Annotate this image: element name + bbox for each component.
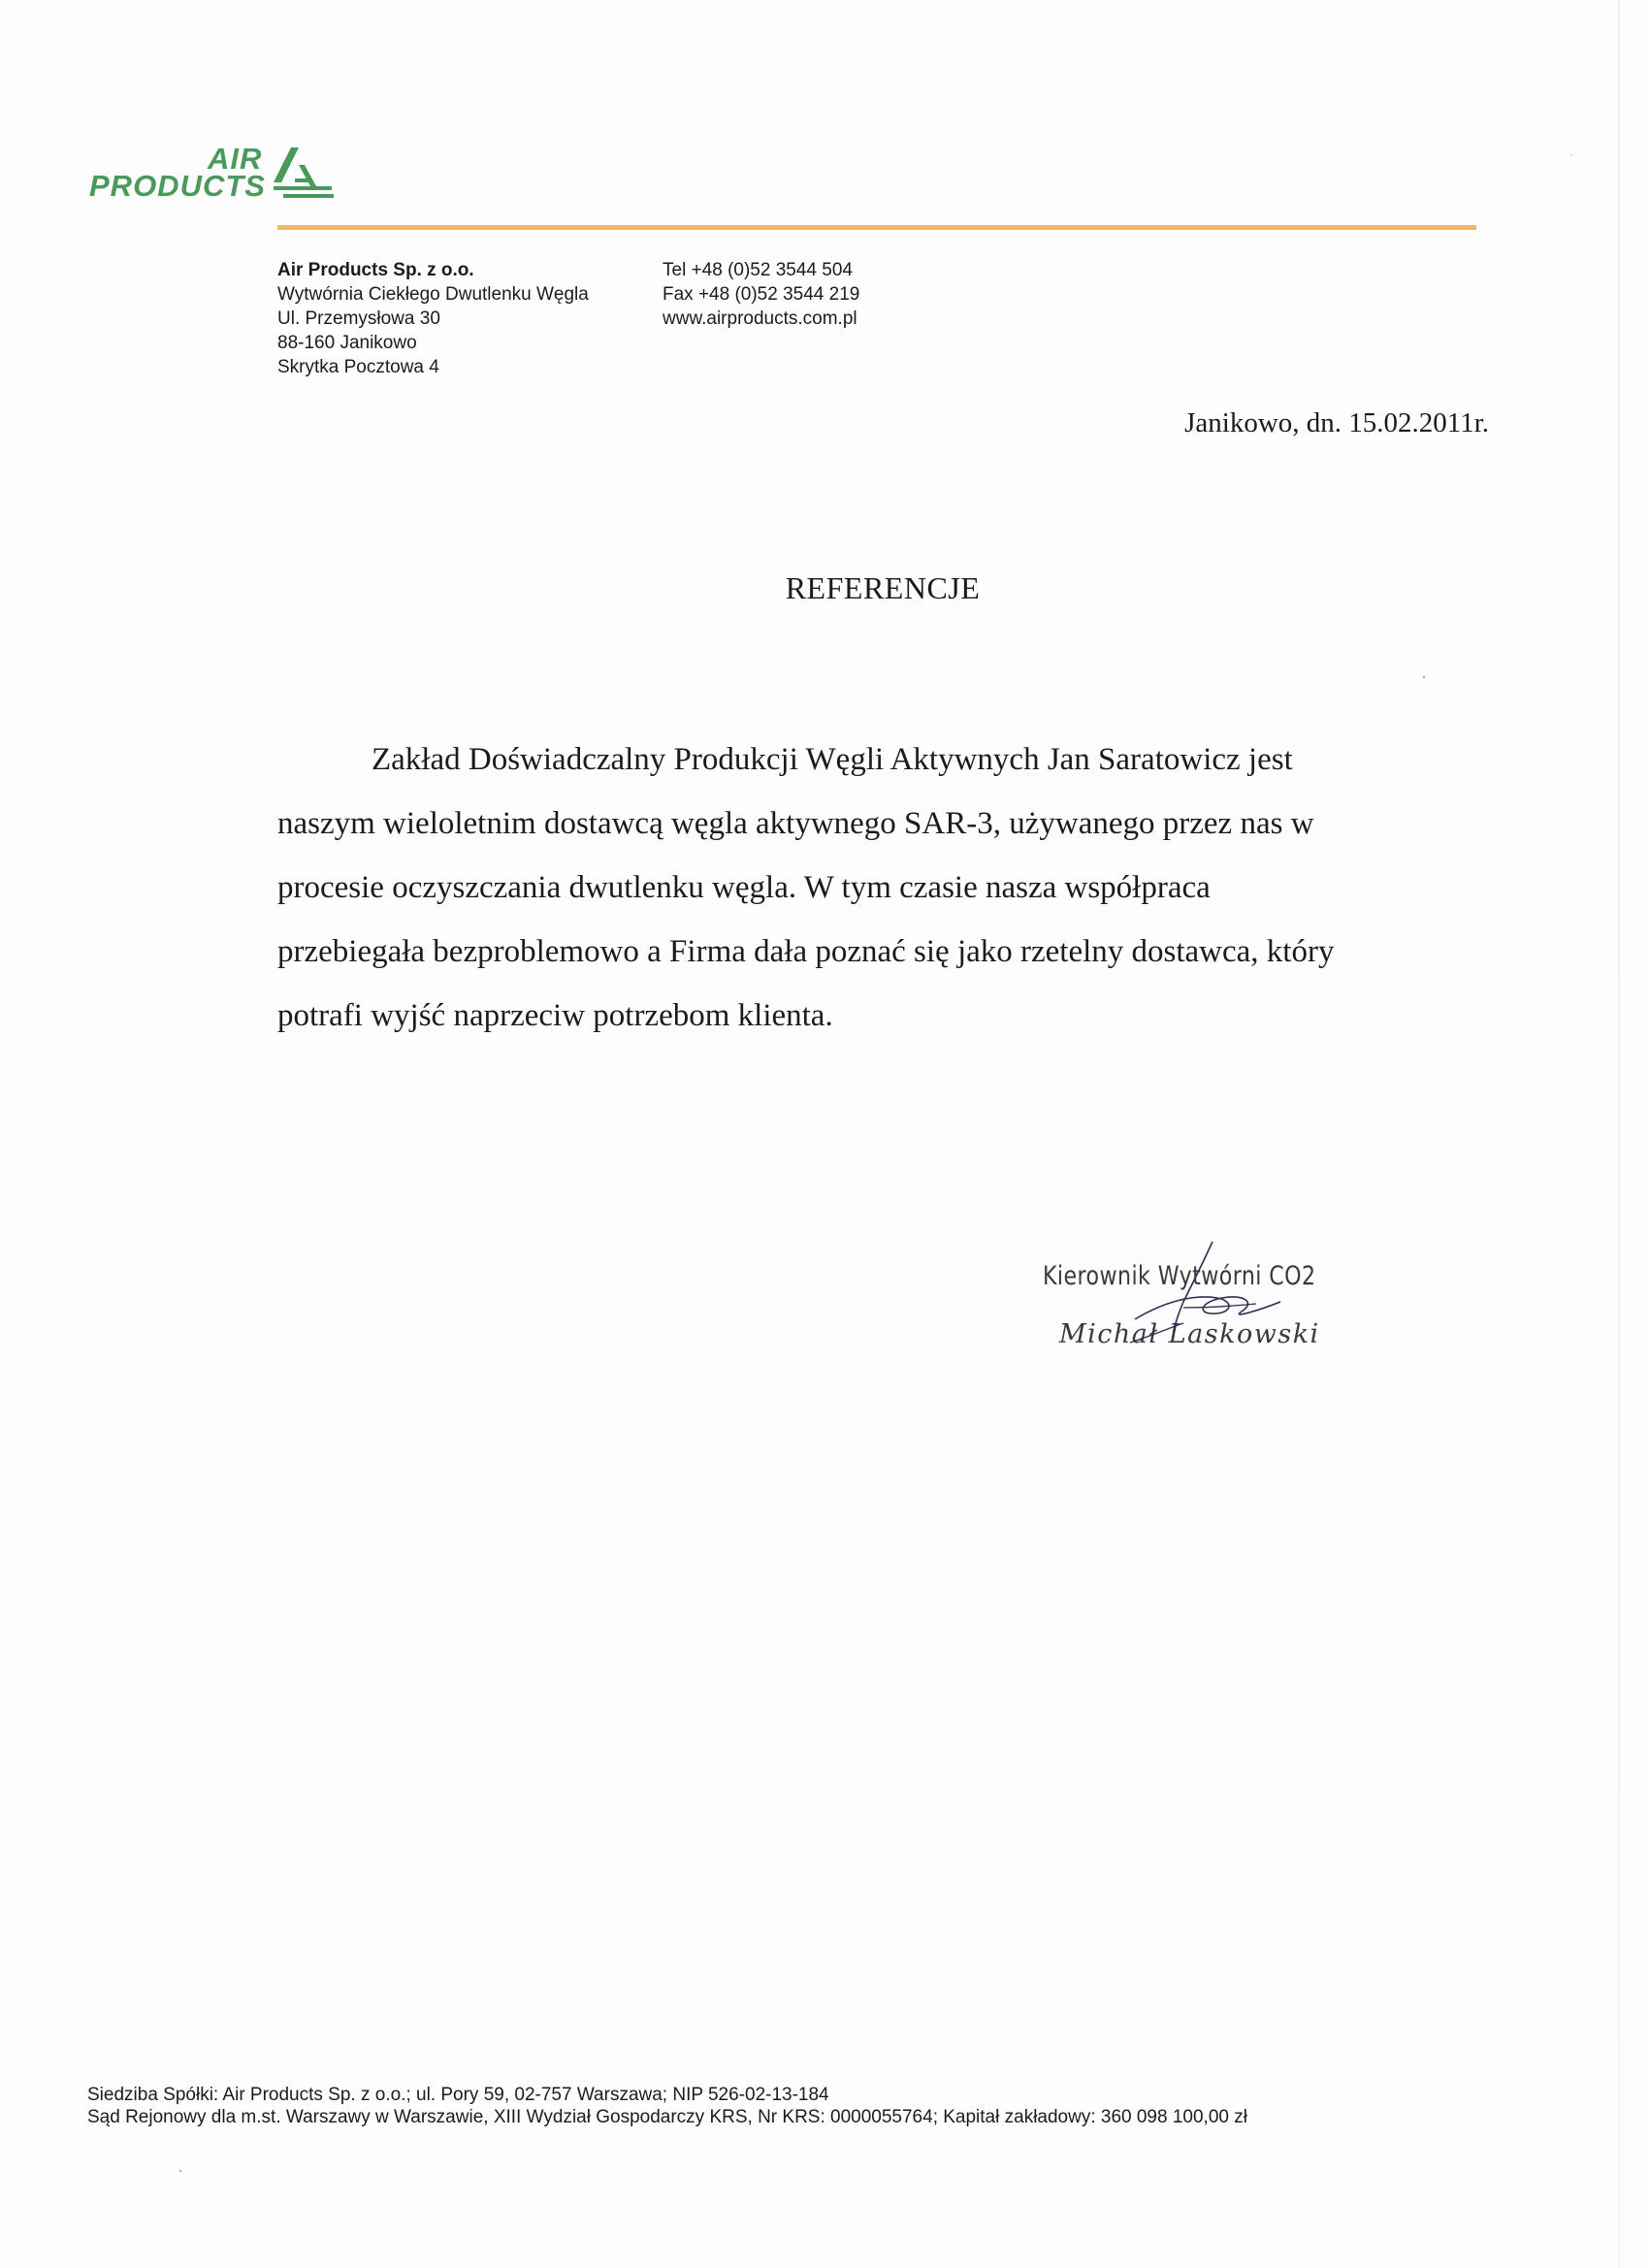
company-address-line: Ul. Przemysłowa 30	[277, 308, 440, 329]
company-address-line: 88-160 Janikowo	[277, 333, 417, 353]
document-title: REFERENCJE	[785, 570, 981, 605]
body-line: potrafi wyjść naprzeciw potrzebom klienta.	[277, 998, 833, 1033]
handwritten-signature-icon	[1038, 1234, 1368, 1370]
signature-role-stamp: Kierownik Wytwórni CO2	[1043, 1261, 1316, 1291]
company-contact	[663, 258, 859, 331]
company-address-line: Skrytka Pocztowa 4	[277, 357, 439, 377]
company-address-line: Wytwórnia Ciekłego Dwutlenku Węgla	[277, 284, 589, 305]
contact-web: www.airproducts.com.pl	[663, 308, 857, 329]
header-rule	[277, 225, 1476, 230]
company-address	[277, 258, 589, 379]
contact-tel: Tel +48 (0)52 3544 504	[663, 260, 853, 280]
logo-text-products: PRODUCTS	[89, 169, 266, 203]
logo-mark-icon	[270, 144, 338, 200]
body-line: naszym wieloletnim dostawcą węgla aktywnego SAR-3, używanego przez nas w	[277, 806, 1314, 841]
footer-line: Sąd Rejonowy dla m.st. Warszawy w Warszawie, XIII Wydział Gospodarczy KRS, Nr KRS: 0000055764; Kapitał zakładowy: 360 098 100,00 zł	[87, 2107, 1247, 2127]
letter-body	[277, 728, 1490, 1048]
company-footer	[87, 2084, 1247, 2128]
logo-text-air: AIR	[208, 142, 263, 176]
company-name: Air Products Sp. z o.o.	[277, 260, 474, 280]
contact-fax: Fax +48 (0)52 3544 219	[663, 284, 860, 305]
signature-block	[1038, 1234, 1368, 1370]
body-line: procesie oczyszczania dwutlenku węgla. W tym czasie nasza współpraca	[277, 870, 1211, 905]
air-products-logo	[89, 144, 351, 211]
footer-line: Siedziba Spółki: Air Products Sp. z o.o.; ul. Pory 59, 02-757 Warszawa; NIP 526-02-13-184	[87, 2085, 829, 2105]
body-line: Zakład Doświadczalny Produkcji Węgli Aktywnych Jan Saratowicz jest	[372, 742, 1293, 777]
signature-name-stamp: Michał Laskowski	[1059, 1319, 1320, 1349]
body-line: przebiegała bezproblemowo a Firma dała poznać się jako rzetelny dostawca, który	[277, 934, 1335, 969]
letter-date: Janikowo, dn. 15.02.2011r.	[1184, 407, 1489, 438]
scan-edge	[1618, 0, 1620, 2268]
